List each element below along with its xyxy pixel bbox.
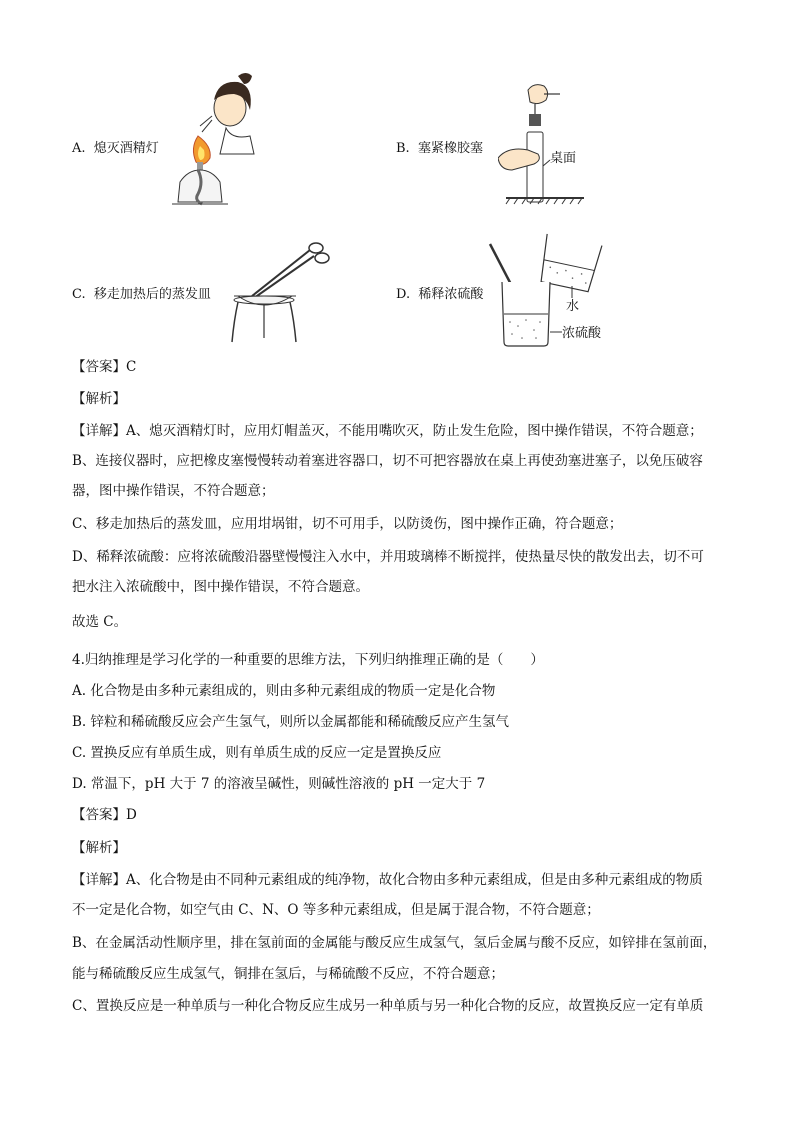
option-c-label xyxy=(72,283,211,302)
q3-detail-line: 把水注入浓硫酸中，图中操作错误，不符合题意。 xyxy=(72,579,369,595)
q3-analysis-title: 【解析】 xyxy=(72,391,126,407)
figure-insert-rubber-stopper xyxy=(498,80,588,212)
q3-detail-line: C、移走加热后的蒸发皿，应用坩埚钳，切不可用手，以防烫伤，图中操作正确，符合题意； xyxy=(72,516,623,532)
q4-detail-line: C、置换反应是一种单质与一种化合物反应生成另一种单质与另一种化合物的反应，故置换反应一定有单质 xyxy=(72,998,704,1014)
figure-extinguish-alcohol-lamp xyxy=(168,70,268,210)
option-letter: C. xyxy=(72,287,86,302)
q4-option: D. 常温下，pH 大于 7 的溶液呈碱性，则碱性溶液的 pH 一定大于 7 xyxy=(72,776,486,792)
option-text: 熄灭酒精灯 xyxy=(93,141,159,156)
q3-detail-line: D、稀释浓硫酸：应将浓硫酸沿器壁慢慢注入水中，并用玻璃棒不断搅拌，使热量尽快的散发出去，切不可 xyxy=(72,549,704,565)
q4-detail-line: 能与稀硫酸反应生成氢气，铜排在氢后，与稀硫酸不反应，不符合题意； xyxy=(72,966,504,982)
q4-answer: 【答案】D xyxy=(72,807,137,823)
q4-stem: 4.归纳推理是学习化学的一种重要的思维方法，下列归纳推理正确的是（ ） xyxy=(72,652,544,668)
q4-analysis-title: 【解析】 xyxy=(72,840,126,856)
label-table: 桌面 xyxy=(550,151,577,166)
q3-answer: 【答案】C xyxy=(72,359,137,375)
q3-detail-line: 器，图中操作错误，不符合题意； xyxy=(72,483,275,499)
q4-option: C. 置换反应有单质生成，则有单质生成的反应一定是置换反应 xyxy=(72,745,442,761)
option-text: 移走加热后的蒸发皿 xyxy=(93,287,211,302)
option-text: 塞紧橡胶塞 xyxy=(417,141,483,156)
label-concentrated-sulfuric-acid: 浓硫酸 xyxy=(562,326,602,341)
option-text: 稀释浓硫酸 xyxy=(418,287,484,302)
q3-detail-line: 【详解】A、熄灭酒精灯时，应用灯帽盖灭，不能用嘴吹灭，防止发生危险，图中操作错误，不符合题意； xyxy=(72,423,703,439)
figure-dilute-sulfuric-acid xyxy=(486,226,616,348)
q4-option: A. 化合物是由多种元素组成的，则由多种元素组成的物质一定是化合物 xyxy=(72,683,496,699)
label-water: 水 xyxy=(566,299,580,314)
q4-option: B. 锌粒和稀硫酸反应会产生氢气，则所以金属都能和稀硫酸反应产生氢气 xyxy=(72,714,510,730)
option-letter: B. xyxy=(396,141,410,156)
figure-crucible-tongs-evaporating-dish xyxy=(224,238,334,344)
option-a-label xyxy=(72,137,159,156)
q3-detail-line: B、连接仪器时，应把橡皮塞慢慢转动着塞进容器口，切不可把容器放在桌上再使劲塞进塞子，以免压破容 xyxy=(72,453,703,469)
q3-conclusion: 故选 C。 xyxy=(72,614,128,630)
option-b-label xyxy=(396,137,483,156)
q4-detail-line: B、在金属活动性顺序里，排在氢前面的金属能与酸反应生成氢气，氢后金属与酸不反应，如锌排在氢前面， xyxy=(72,935,717,951)
option-d-label xyxy=(396,283,483,302)
option-letter: A. xyxy=(72,141,86,156)
option-letter: D. xyxy=(396,287,411,302)
q4-detail-line: 【详解】A、化合物是由不同种元素组成的纯净物，故化合物由多种元素组成，但是由多种元素组成的物质 xyxy=(72,872,703,888)
q4-detail-line: 不一定是化合物，如空气由 C、N、O 等多种元素组成，但是属于混合物，不符合题意； xyxy=(72,902,600,918)
